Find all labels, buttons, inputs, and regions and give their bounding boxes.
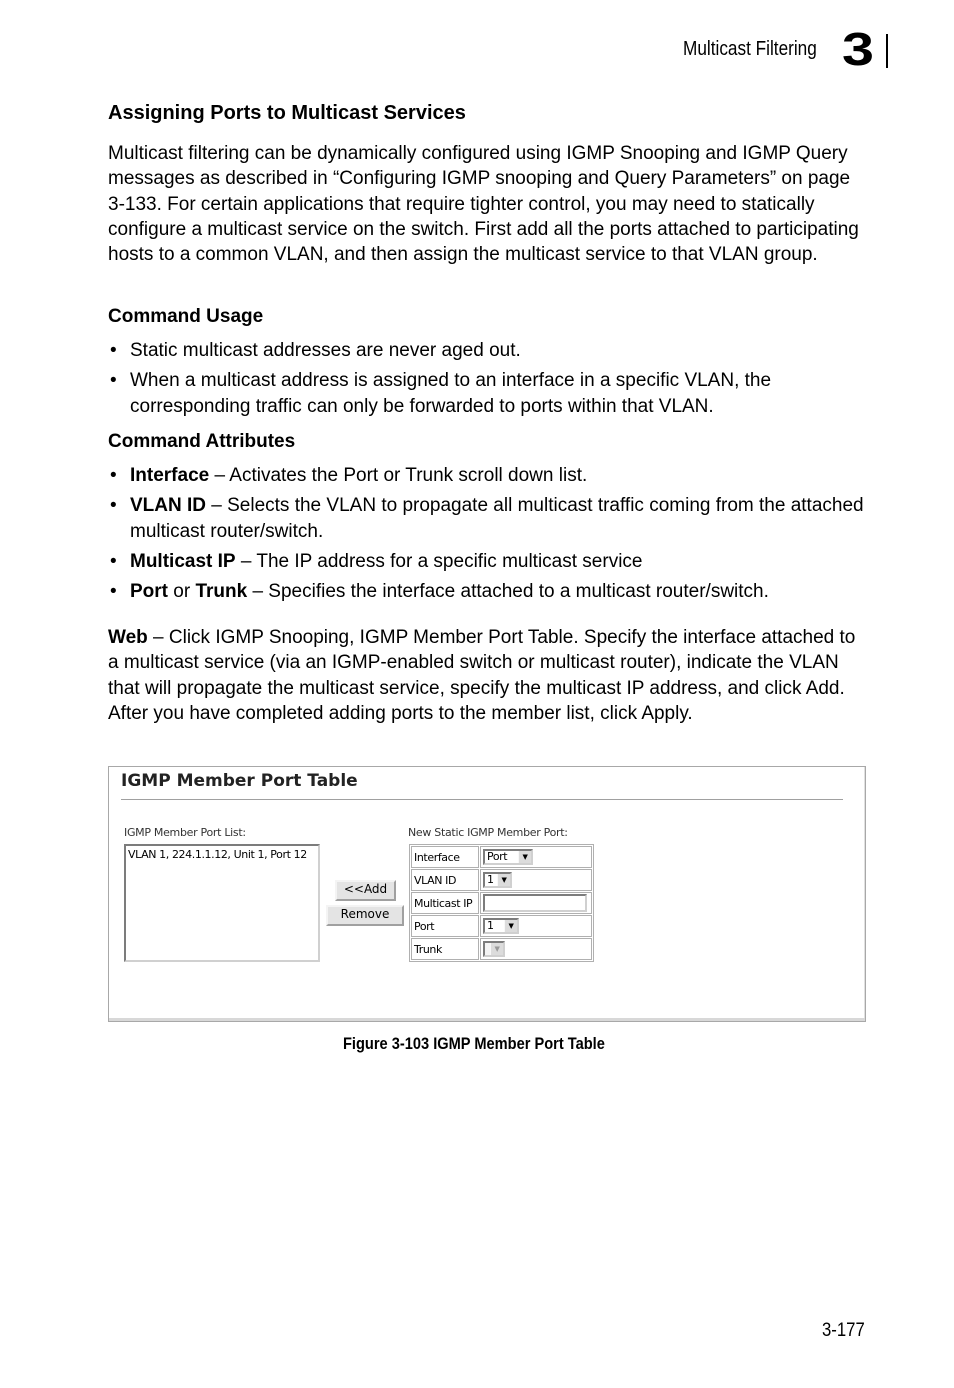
command-attributes-list [108,463,868,604]
dropdown-arrow-icon[interactable]: ▼ [504,920,517,932]
attribute-text: or [168,581,196,603]
trunk-label: Trunk [411,938,479,960]
figure-caption: Figure 3-103 IGMP Member Port Table [343,1034,605,1053]
interface-label: Interface [411,846,479,868]
member-port-listbox[interactable] [124,844,320,962]
table-row [411,915,592,937]
attribute-term: Trunk [195,581,248,603]
command-attributes-heading: Command Attributes [108,431,296,452]
port-select[interactable] [483,918,519,934]
attribute-text: – Activates the Port or Trunk scroll down list. [209,465,588,486]
interface-select[interactable] [483,849,533,865]
trunk-select[interactable] [483,941,505,957]
figure-bottom-edge [109,1018,865,1021]
chapter-rule [886,34,888,68]
table-row [411,846,592,868]
list-item [108,463,868,488]
dropdown-arrow-icon[interactable]: ▼ [497,874,510,886]
member-port-list-label: IGMP Member Port List: [124,826,246,839]
list-item [108,549,868,574]
web-paragraph [108,625,868,726]
vlan-id-label: VLAN ID [411,869,479,891]
command-usage-heading: Command Usage [108,306,264,327]
list-item [108,579,868,604]
new-static-member-port-label: New Static IGMP Member Port: [408,826,568,839]
new-member-port-form [409,844,594,962]
figure-title: IGMP Member Port Table [121,771,358,791]
table-row [411,869,592,891]
igmp-member-port-table-figure [108,766,866,1022]
attribute-term: VLAN ID [130,495,206,517]
multicast-ip-label: Multicast IP [411,892,479,914]
vlan-id-select[interactable] [483,872,512,888]
intro-paragraph: Multicast filtering can be dynamically configured using IGMP Snooping and IGMP Query messages as described in “Configuring IGMP snooping and Query Parameters” on page 3-133. For certain applications that require tighter control, you may need to statically configure a multicast service on the switch. First add all the ports attached to participating hosts to a common VLAN, and then assign the multicast service to that VLAN group. [108,143,859,266]
running-header-title: Multicast Filtering [683,38,817,60]
interface-select-value: Port [487,850,508,863]
attribute-text: – Selects the VLAN to propagate all multicast traffic coming from the attached multicast router/switch. [130,495,864,542]
add-button[interactable]: <<Add [335,880,396,901]
list-item[interactable]: VLAN 1, 224.1.1.12, Unit 1, Port 12 [128,848,307,861]
remove-button[interactable]: Remove [326,905,404,926]
web-term: Web [108,627,148,648]
list-item: • Static multicast addresses are never aged out. [108,338,868,363]
port-label: Port [411,915,479,937]
attribute-term: Port [130,581,168,603]
web-text: – Click IGMP Snooping, IGMP Member Port Table. Specify the interface attached to a multicast service (via an IGMP-enabled switch or multicast router), indicate the VLAN that will propagate the multicast service, specify the multicast IP address, and click Add. After you have completed adding ports to the member list, click Apply. [108,627,856,724]
multicast-ip-input[interactable] [483,894,587,912]
command-usage-list [108,338,868,419]
attribute-text: – Specifies the interface attached to a multicast router/switch. [247,581,769,603]
vlan-id-select-value: 1 [487,873,494,886]
table-row [411,892,592,914]
page-number: 3-177 [822,1320,865,1341]
list-item [108,493,868,544]
table-row [411,938,592,960]
attribute-text: – The IP address for a specific multicast service [235,550,643,572]
dropdown-arrow-icon[interactable]: ▼ [490,943,503,955]
attribute-term: Interface [130,465,210,486]
dropdown-arrow-icon[interactable]: ▼ [518,851,531,863]
figure-title-rule [121,799,843,801]
attribute-term: Multicast IP [130,550,236,572]
section-title: Assigning Ports to Multicast Services [108,102,466,124]
chapter-number: 3 [842,23,874,75]
list-item: • When a multicast address is assigned to an interface in a specific VLAN, the corresponding traffic can only be forwarded to ports within that VLAN. [108,368,868,419]
port-select-value: 1 [487,919,494,932]
